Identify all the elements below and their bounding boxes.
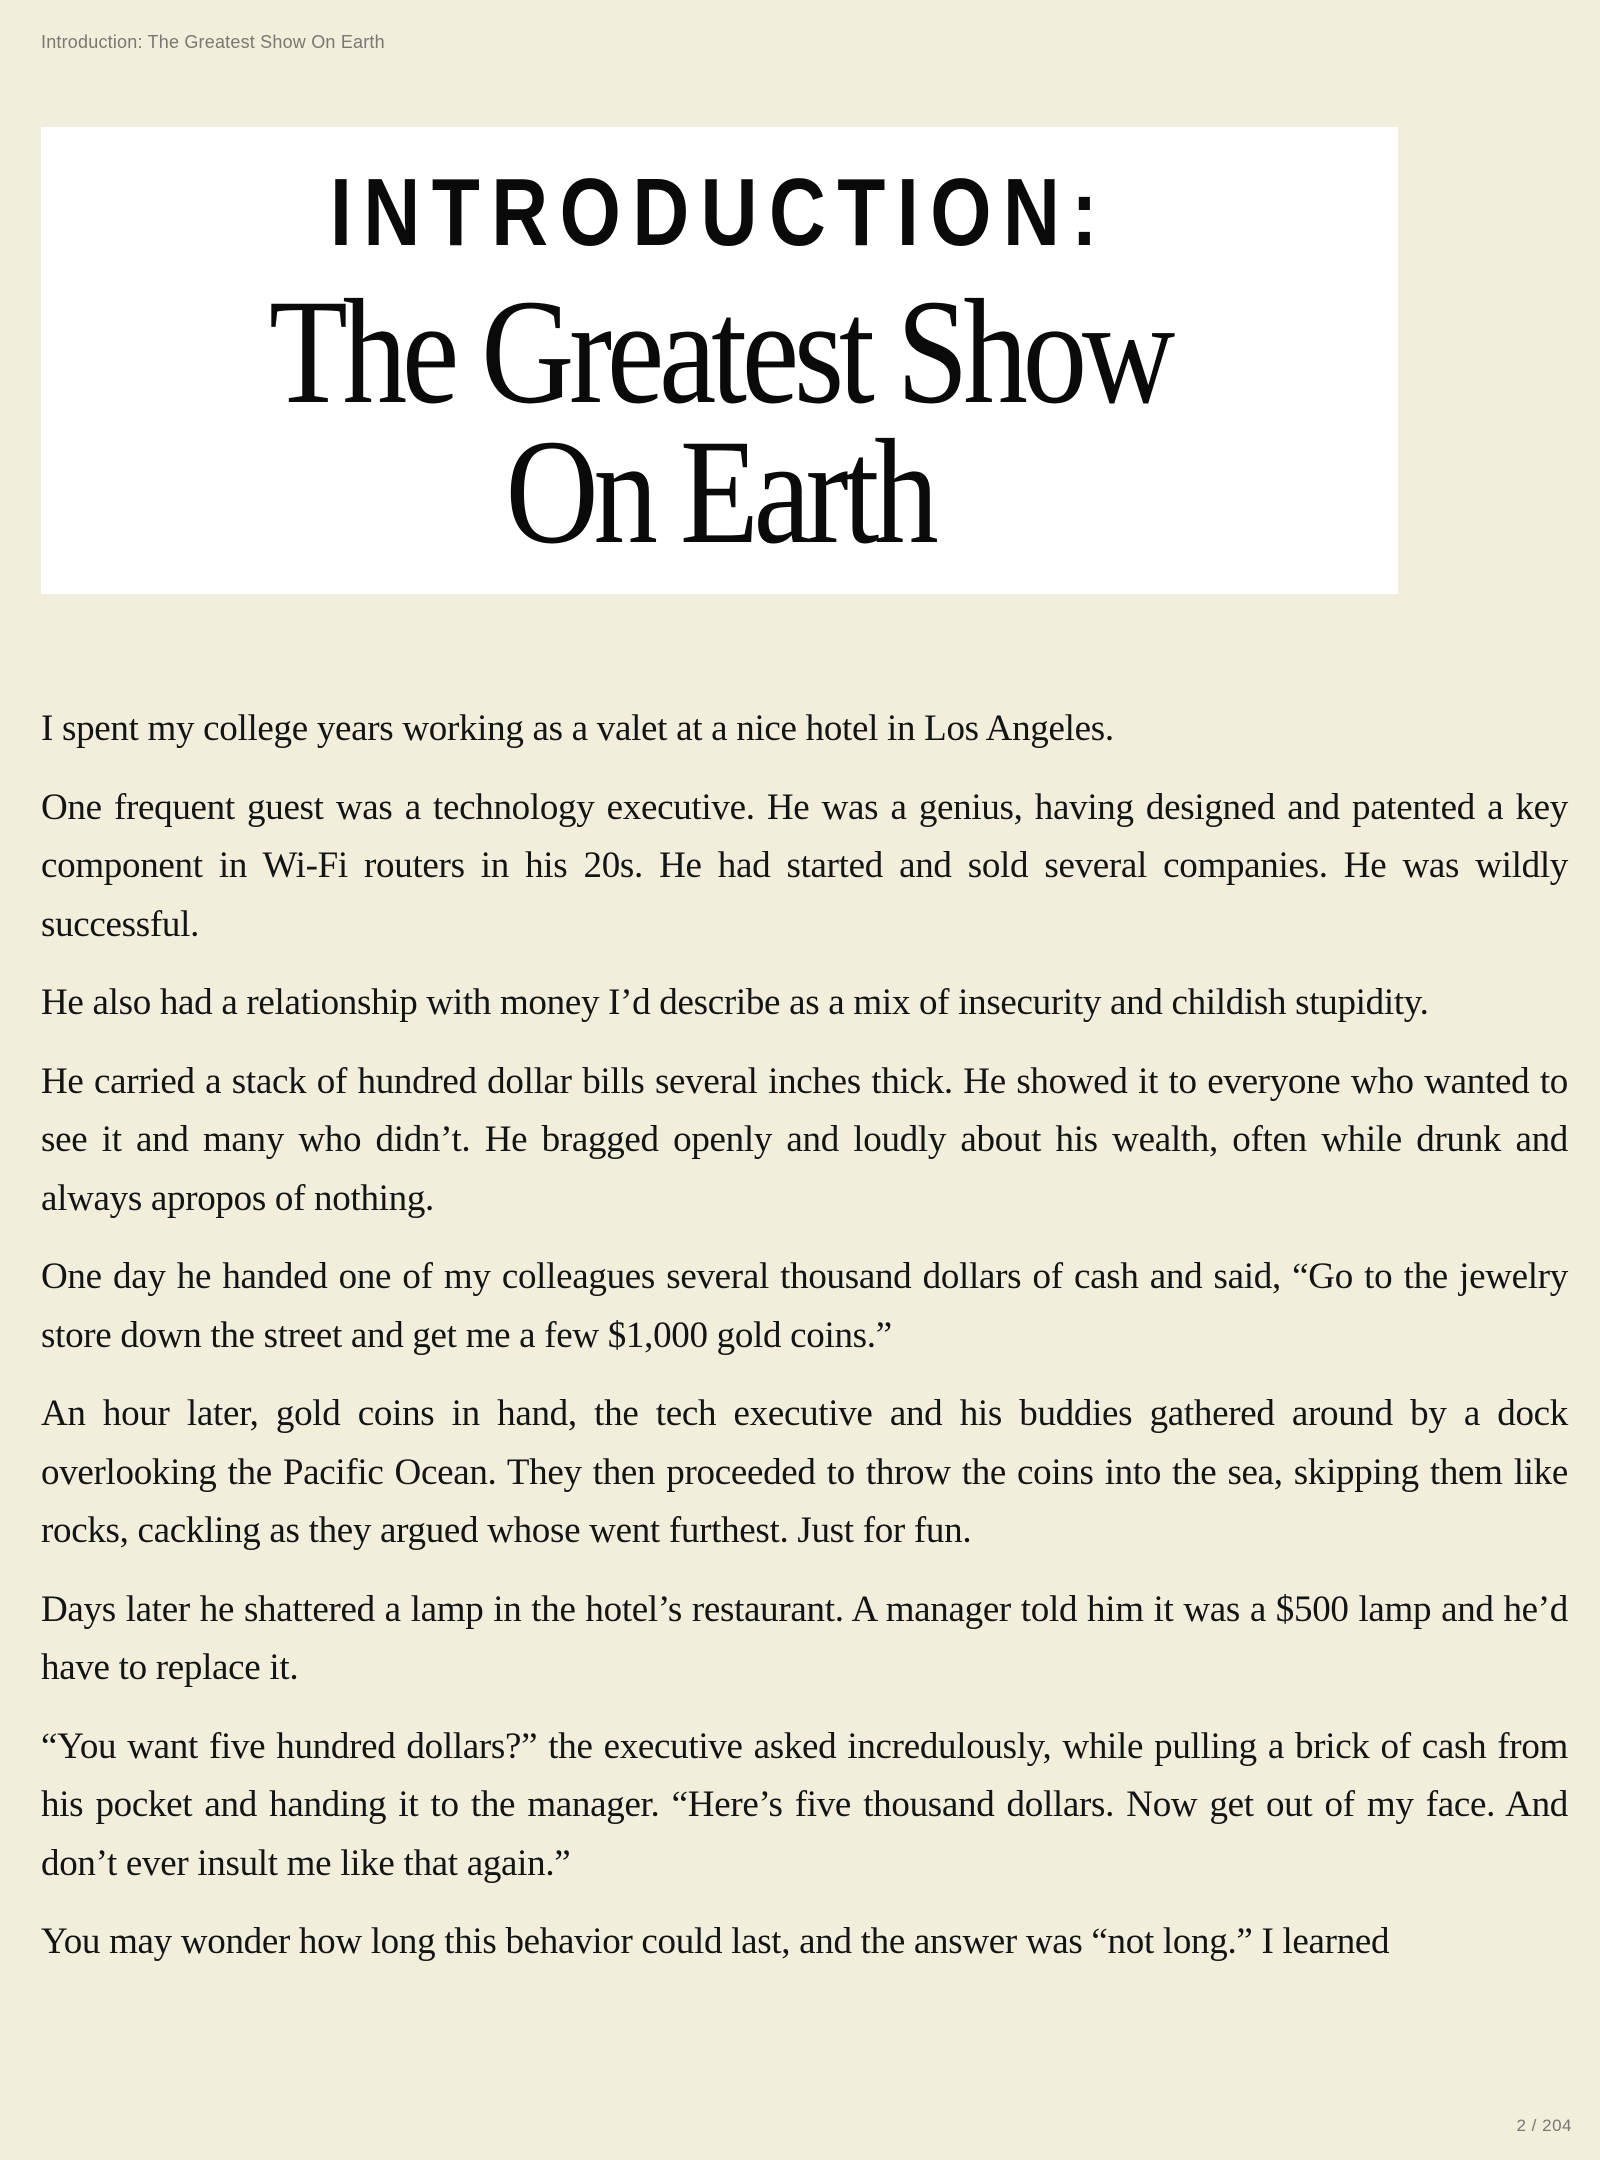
paragraph: You may wonder how long this behavior could last, and the answer was “not long.” I learned xyxy=(41,1921,1390,1962)
chapter-kicker: INTRODUCTION: xyxy=(330,159,1109,266)
page-indicator: 2 / 204 xyxy=(1516,2116,1572,2135)
paragraph: He also had a relationship with money I’d describe as a mix of insecurity and childish stupidity. xyxy=(41,982,1429,1023)
paragraph: He carried a stack of hundred dollar bills several inches thick. He showed it to everyone who wanted to see it and many who didn’t. He bragged openly and loudly about his wealth, often while drunk and always apropos of nothing. xyxy=(41,1060,1568,1219)
chapter-title-line-1: The Greatest Show xyxy=(268,269,1171,435)
chapter-title-line-2: On Earth xyxy=(505,409,934,575)
chapter-title-image xyxy=(41,127,1398,594)
paragraph: One day he handed one of my colleagues several thousand dollars of cash and said, “Go to the jewelry store down the street and get me a few $1,000 gold coins.” xyxy=(41,1256,1568,1356)
running-header-title: Introduction: The Greatest Show On Earth xyxy=(41,32,385,52)
paragraph: One frequent guest was a technology executive. He was a genius, having designed and patented a key component in Wi-Fi routers in his 20s. He had started and sold several companies. He was wildly successful. xyxy=(41,786,1568,945)
paragraph: “You want five hundred dollars?” the executive asked incredulously, while pulling a brick of cash from his pocket and handing it to the manager. “Here’s five thousand dollars. Now get out of my face. And don’t ever insult me like that again.” xyxy=(41,1725,1568,1884)
chapter-body xyxy=(41,700,1568,1992)
paragraph: I spent my college years working as a valet at a nice hotel in Los Angeles. xyxy=(41,708,1114,749)
paragraph: Days later he shattered a lamp in the hotel’s restaurant. A manager told him it was a $500 lamp and he’d have to replace it. xyxy=(41,1588,1568,1688)
paragraph: An hour later, gold coins in hand, the tech executive and his buddies gathered around by a dock overlooking the Pacific Ocean. They then proceeded to throw the coins into the sea, skipping them like rocks, cackling as they argued whose went furthest. Just for fun. xyxy=(41,1393,1568,1551)
